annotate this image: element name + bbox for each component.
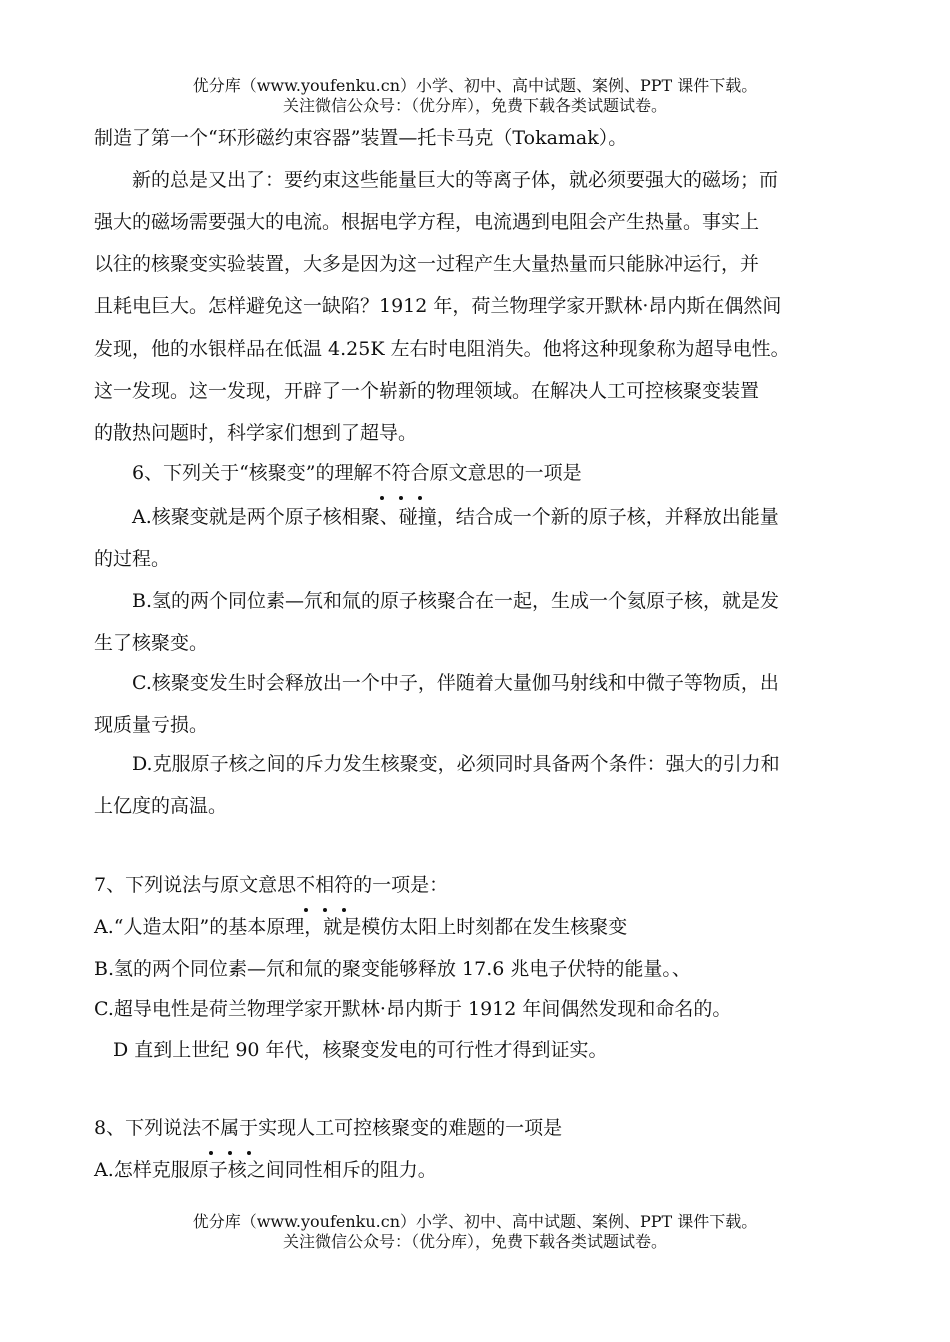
option-c: C.超导电性是荷兰物理学家开默林·昂内斯于 1912 年间偶然发现和命名的。 [94, 998, 732, 1020]
stem-text: 实现人工可控核聚变的难题的一项是 [258, 1117, 563, 1139]
stem-text: 6、下列关于“核聚变”的理解 [94, 462, 373, 484]
passage-line: 这一发现。这一发现，开辟了一个崭新的物理领域。在解决人工可控核聚变装置 [94, 380, 760, 402]
header-line-1: 优分库（www.youfenku.cn）小学、初中、高中试题、案例、PPT 课件下载。 [192, 76, 758, 95]
option-c-line-1: C.核聚变发生时会释放出一个中子，伴随着大量伽马射线和中微子等物质，出 [94, 672, 779, 694]
option-d-line-1: D.克服原子核之间的斥力发生核聚变，必须同时具备两个条件：强大的引力和 [94, 753, 780, 775]
option-a: A.“人造太阳”的基本原理，就是模仿太阳上时刻都在发生核聚变 [94, 916, 628, 938]
page-footer [0, 1212, 950, 1252]
passage-line: 且耗电巨大。怎样避免这一缺陷？1912 年，荷兰物理学家开默林·昂内斯在偶然间 [94, 295, 782, 317]
option-b: B.氢的两个同位素—氘和氚的聚变能够释放 17.6 兆电子伏特的能量。、 [94, 958, 691, 980]
page-header [0, 76, 950, 116]
stem-text: 原文意思的一项是 [429, 462, 582, 484]
stem-text: 8、下列说法 [94, 1117, 202, 1139]
passage-line: 的散热问题时，科学家们想到了超导。 [94, 422, 418, 444]
footer-line-2: 关注微信公众号：（优分库），免费下载各类试题试卷。 [282, 1232, 667, 1251]
passage-line: 制造了第一个“环形磁约束容器”装置—托卡马克（Tokamak）。 [94, 127, 628, 149]
question-8-stem [94, 1107, 874, 1149]
emphasis-char: 不 [296, 864, 315, 906]
question-6-stem [94, 452, 874, 494]
option-a: A.怎样克服原子核之间同性相斥的阻力。 [94, 1159, 437, 1181]
option-a-line-1: A.核聚变就是两个原子核相聚、碰撞，结合成一个新的原子核，并释放出能量 [94, 506, 779, 528]
emphasis-char: 相 [315, 864, 334, 906]
passage-line: 强大的磁场需要强大的电流。根据电学方程，电流遇到电阻会产生热量。事实上 [94, 211, 760, 233]
stem-text: 的一项是： [353, 874, 449, 896]
emphasis-char: 合 [411, 452, 430, 494]
option-a-line-2: 的过程。 [94, 548, 171, 570]
footer-line-1: 优分库（www.youfenku.cn）小学、初中、高中试题、案例、PPT 课件下载。 [192, 1212, 758, 1231]
passage-line: 以往的核聚变实验装置，大多是因为这一过程产生大量热量而只能脉冲运行，并 [94, 253, 760, 275]
passage-line: 新的总是又出了：要约束这些能量巨大的等离子体，就必须要强大的磁场；而 [94, 169, 779, 191]
option-d: D 直到上世纪 90 年代，核聚变发电的可行性才得到证实。 [94, 1039, 608, 1061]
passage-line: 发现，他的水银样品在低温 4.25K 左右时电阻消失。他将这种现象称为超导电性。 [94, 338, 790, 360]
emphasis-char: 属 [220, 1107, 239, 1149]
emphasis-char: 符 [392, 452, 411, 494]
stem-text: 7、下列说法与原文意思 [94, 874, 297, 896]
emphasis-char: 符 [334, 864, 353, 906]
option-b-line-1: B.氢的两个同位素—氘和氚的原子核聚合在一起，生成一个氦原子核，就是发 [94, 590, 780, 612]
option-c-line-2: 现质量亏损。 [94, 714, 209, 736]
emphasis-char: 不 [373, 452, 392, 494]
emphasis-char: 于 [239, 1107, 258, 1149]
option-b-line-2: 生了核聚变。 [94, 632, 209, 654]
emphasis-char: 不 [201, 1107, 220, 1149]
header-line-2: 关注微信公众号：（优分库），免费下载各类试题试卷。 [282, 96, 667, 115]
option-d-line-2: 上亿度的高温。 [94, 795, 228, 817]
question-7-stem [94, 864, 874, 906]
